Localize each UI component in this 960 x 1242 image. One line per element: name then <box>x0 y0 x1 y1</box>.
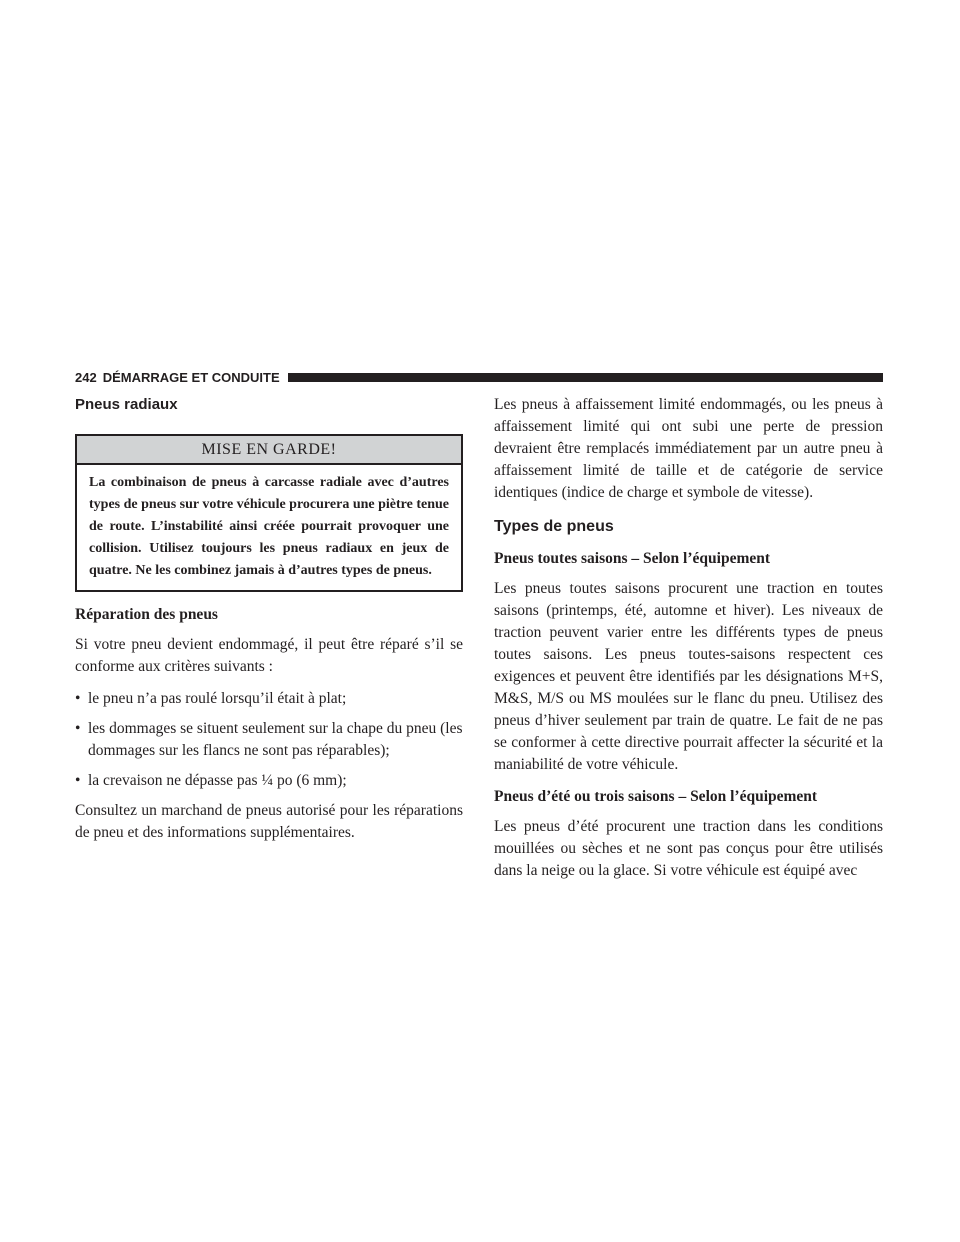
all-season-text: Les pneus toutes saisons procurent une traction en toutes saisons (printemps, été, automne et hiver). Les niveaux de traction peuvent varier entre les différents types de pneus toutes saisons. Les pneus toutes-saisons respectent ces exigences et peuvent être identifiés par les désignations M+S, M&S, M/S ou MS moulées sur le flanc du pneu. Utilisez des pneus d’hiver seulement par train de quatre. Le fait de ne pas se conformer à cette directive pourrait affecter la sécurité et la maniabilité de votre véhicule. <box>494 580 883 773</box>
header-rule <box>288 373 883 382</box>
all-season-heading: Pneus toutes saisons – Selon l’équipement <box>494 550 771 567</box>
bullet: • <box>75 772 81 789</box>
tire-types-heading: Types de pneus <box>494 518 614 535</box>
consult-dealer-text: Consultez un marchand de pneus autorisé pour les réparations de pneu et des informations supplémentaires. <box>75 802 463 841</box>
repair-intro: Si votre pneu devient endommagé, il peut être réparé s’il se conforme aux critères suivants : <box>75 636 463 675</box>
section-title: DÉMARRAGE ET CONDUITE <box>102 369 280 385</box>
runflat-text: Les pneus à affaissement limité endommagés, ou les pneus à affaissement limité qui ont subi une perte de pression devraient être remplacés immédiatement par un autre pneu à affaissement limité de taille et de catégorie de service identiques (indice de charge et symbole de vitesse). <box>494 396 883 501</box>
bullet: • <box>75 720 81 737</box>
list-item-text: les dommages se situent seulement sur la chape du pneu (les dommages sur les flancs ne sont pas réparables); <box>88 720 463 759</box>
repair-heading: Réparation des pneus <box>75 606 218 623</box>
list-item-text: la crevaison ne dépasse pas ¼ po (6 mm); <box>88 772 347 789</box>
summer-text: Les pneus d’été procurent une traction dans les conditions mouillées ou sèches et ne sont pas conçus pour être utilisés dans la neige ou la glace. Si votre véhicule est équipé avec <box>494 818 883 879</box>
repair-criteria-list <box>75 688 463 792</box>
radial-tires-heading: Pneus radiaux <box>75 396 178 413</box>
right-column <box>494 394 883 892</box>
bullet: • <box>75 690 81 707</box>
warning-text: La combinaison de pneus à carcasse radiale avec d’autres types de pneus sur votre véhicule procurera une piètre tenue de route. L’instabilité ainsi créée pourrait provoquer une collision. Utilisez toujours les pneus radiaux en jeux de quatre. Ne les combinez jamais à d’autres types de pneus. <box>89 475 449 578</box>
summer-heading: Pneus d’été ou trois saisons – Selon l’équipement <box>494 788 818 805</box>
list-item-text: le pneu n’a pas roulé lorsqu’il était à plat; <box>88 690 347 707</box>
page-number: 242 <box>75 369 97 385</box>
left-column <box>75 394 463 854</box>
list-item <box>75 770 463 792</box>
list-item <box>75 718 463 762</box>
list-item <box>75 688 463 710</box>
warning-title: MISE EN GARDE! <box>77 436 461 465</box>
warning-box <box>75 434 463 592</box>
page-header <box>75 368 883 386</box>
